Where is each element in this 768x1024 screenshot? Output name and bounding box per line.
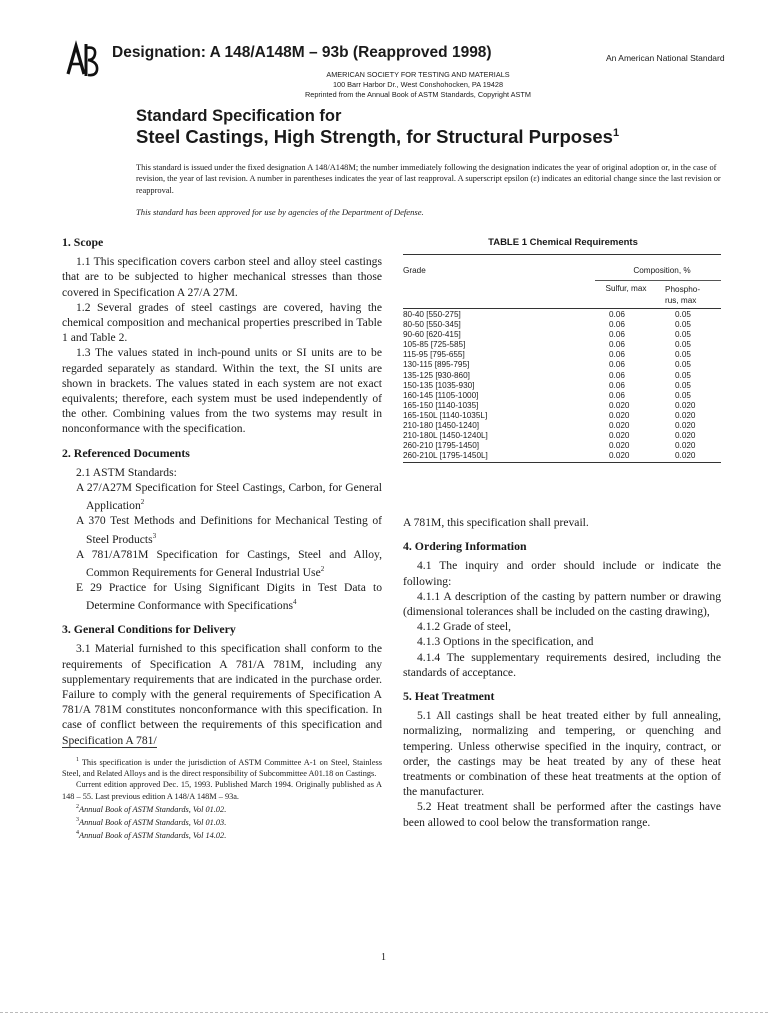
footnotes (62, 755, 382, 841)
paragraph-4-1-3: 4.1.3 Options in the specification, and (417, 635, 594, 649)
table-rule-composition (595, 280, 721, 281)
page-number: 1 (381, 952, 386, 963)
intro-paragraph: This standard is issued under the fixed designation A 148/A148M; the number immediately following the designation indicates the year of original adoption or, in the case of revision, the year of last revision. A number in parentheses indicates the year of last reapproval. A superscript epsilon (ε) indicates an editorial change since the last revision or reapproval. (136, 163, 721, 195)
column-header-phosphorus (665, 284, 721, 306)
section-heading-referenced-documents: 2. Referenced Documents (62, 445, 190, 460)
cell-grade: 80-40 [550-275] (403, 310, 461, 319)
column-header-grade: Grade (403, 266, 426, 275)
reference-a781 (62, 547, 382, 580)
cell-sulfur: 0.06 (609, 360, 625, 370)
column-header-sulfur: Sulfur, max (605, 284, 647, 293)
reference-text: A 27/A27M Specification for Steel Castings, Carbon, for General Application (76, 481, 382, 513)
footnote-text: Annual Book of ASTM Standards, Vol 01.02. (79, 804, 227, 814)
footnote-divider (62, 747, 157, 748)
footnote-4 (62, 828, 382, 841)
paragraph-5-2: 5.2 Heat treatment shall be performed after the castings have been allowed to cool below the transformation range. (403, 800, 721, 829)
section-heading-ordering-information: 4. Ordering Information (403, 539, 527, 554)
cell-grade: 105-85 [725-585] (403, 340, 466, 350)
footnote-mark: 3 (76, 817, 79, 824)
cell-phosphorus: 0.05 (675, 380, 691, 390)
column-header-phosphorus-line: rus, max (665, 296, 697, 305)
footnote-mark: 4 (293, 598, 297, 607)
cell-sulfur: 0.06 (609, 370, 625, 380)
cell-sulfur: 0.020 (609, 410, 630, 420)
table-rule-header (403, 308, 721, 309)
table-row (403, 391, 721, 401)
footnote-text: Annual Book of ASTM Standards, Vol 01.03. (79, 817, 227, 827)
footnote-text: This specification is under the jurisdiction of ASTM Committee A-1 on Steel, Stainless Steel, and Related Alloys and is the direct responsibility of Subcommittee A01.18 on Castings. (62, 757, 382, 779)
cell-grade: 210-180 [1450-1240] (403, 421, 480, 431)
intro-notice (136, 162, 726, 196)
publisher-block (268, 70, 568, 100)
section-heading-heat-treatment: 5. Heat Treatment (403, 689, 495, 704)
table-body (403, 310, 721, 461)
cell-sulfur: 0.020 (609, 400, 630, 410)
cell-phosphorus: 0.020 (675, 400, 696, 410)
paragraph-4-1-1: 4.1.1 A description of the casting by pattern number or drawing (dimensional tolerances shall be included on the casting drawing), (403, 589, 721, 619)
section-heading-general-conditions: 3. General Conditions for Delivery (62, 622, 236, 637)
title-line-2 (136, 126, 619, 148)
cell-grade: 115-95 [795-655] (403, 350, 465, 360)
section-heading-scope: 1. Scope (62, 235, 104, 249)
table-row (403, 371, 721, 381)
table-row (403, 431, 721, 441)
reprint-notice: Reprinted from the Annual Book of ASTM Standards, Copyright ASTM (305, 90, 531, 99)
cell-grade: 165-150 [1140-1035] (403, 400, 479, 410)
table-row (403, 411, 721, 421)
left-column (62, 235, 382, 748)
paragraph-1-1: 1.1 This specification covers carbon steel and alloy steel castings that are to be subjected to higher mechanical stresses than those covered in Specification A 27/A 27M. (62, 255, 382, 299)
continuation-text: A 781M, this specification shall prevail. (403, 516, 589, 529)
dod-approval-note: This standard has been approved for use by agencies of the Department of Defense. (136, 207, 424, 217)
footnote-mark: 2 (140, 498, 145, 507)
footnote-mark: 3 (152, 531, 157, 540)
reference-a370 (62, 513, 382, 546)
table-row (403, 310, 721, 320)
cell-sulfur: 0.06 (609, 310, 625, 319)
paragraph-4-1: 4.1 The inquiry and order should include or indicate the following: (403, 559, 721, 588)
cell-grade: 165-150L [1140-1035L] (403, 410, 488, 420)
footnote-mark: 2 (320, 564, 325, 573)
paragraph-4-1-4: 4.1.4 The supplementary requirements desired, including the standards of acceptance. (403, 650, 721, 679)
cell-phosphorus: 0.020 (675, 410, 696, 420)
table-row (403, 350, 721, 360)
title-text: Steel Castings, High Strength, for Structural Purposes (136, 126, 613, 147)
table-title: TABLE 1 Chemical Requirements (488, 237, 638, 248)
column-header-phosphorus-line: Phospho- (665, 285, 701, 294)
title-footnote-mark: 1 (612, 126, 620, 139)
column-header-composition: Composition, % (633, 266, 691, 275)
cell-grade: 160-145 [1105-1000] (403, 390, 479, 400)
astm-logo-icon (62, 40, 104, 80)
paragraph-3-1: 3.1 Material furnished to this specification shall conform to the requirements of Specification A 781/A 781M, including any supplementary requirements that are indicated in the purchase order. Failure to comply with the general requirements of Specification A 781/A 781M constitutes nonconformance with this specification. In case of conflict between the requirements of this specification and Specification A 781/ (62, 642, 382, 747)
footnote-mark: 1 (76, 757, 79, 763)
cell-phosphorus: 0.05 (675, 350, 691, 360)
cell-phosphorus: 0.020 (675, 441, 696, 451)
cell-sulfur: 0.06 (609, 380, 625, 390)
reference-a27 (62, 480, 382, 513)
cell-grade: 135-125 [930-860] (403, 370, 470, 380)
cell-sulfur: 0.020 (609, 421, 630, 431)
cell-sulfur: 0.020 (609, 431, 630, 441)
table-row (403, 401, 721, 411)
paragraph-1-3: 1.3 The values stated in inch-pound units or SI units are to be regarded separately as standard. Within the text, the SI units are shown in brackets. The values stated in each system are not exact equivalents; therefore, each system must be used independently of the other. Combining values from the two systems may result in nonconformance with the specification. (62, 346, 382, 436)
footnote-2 (62, 802, 382, 815)
cell-grade: 80-50 [550-345] (403, 320, 461, 330)
table-row (403, 421, 721, 431)
paragraph-5-1: 5.1 All castings shall be heat treated either by full annealing, normalizing, normalizing and tempering, or quenching and tempering. Unless otherwise specified in the inquiry, contract, or order, the castings may be heat treated by any of these heat treatments or combination of these heat treatments at the option of the manufacturer. (403, 709, 721, 799)
paragraph-4-1-2: 4.1.2 Grade of steel, (417, 620, 512, 634)
publisher-address: 100 Barr Harbor Dr., West Conshohocken, PA 19428 (332, 80, 504, 89)
table-row (403, 330, 721, 340)
chemical-requirements-table (403, 254, 721, 476)
cell-phosphorus: 0.05 (675, 310, 691, 319)
cell-grade: 150-135 [1035-930] (403, 380, 475, 390)
table-rule-top (403, 254, 721, 255)
footnote-1 (62, 755, 382, 779)
cell-grade: 260-210L [1795-1450L] (403, 451, 488, 461)
paragraph-2-1: 2.1 ASTM Standards: (76, 465, 177, 479)
cell-grade: 210-180L [1450-1240L] (403, 431, 488, 441)
cell-sulfur: 0.020 (609, 451, 630, 461)
right-column (403, 515, 721, 830)
astm-logo (62, 40, 104, 80)
american-national-standard: An American National Standard (606, 53, 725, 63)
table-row (403, 451, 721, 461)
cell-sulfur: 0.06 (609, 350, 625, 360)
table-row (403, 441, 721, 451)
cell-phosphorus: 0.05 (675, 340, 691, 350)
cell-phosphorus: 0.05 (675, 330, 691, 340)
title-line-1: Standard Specification for (136, 107, 342, 125)
scan-edge (0, 1012, 768, 1013)
reference-text: A 781/A781M Specification for Castings, Steel and Alloy, Common Requirements for General Industrial Use (76, 547, 382, 579)
reference-text: A 370 Test Methods and Definitions for Mechanical Testing of Steel Products (76, 514, 382, 546)
designation: Designation: A 148/A148M – 93b (Reapproved 1998) (112, 44, 492, 61)
cell-grade: 260-210 [1795-1450] (403, 441, 480, 451)
reference-e29 (62, 580, 382, 613)
cell-grade: 90-60 [620-415] (403, 330, 461, 340)
footnote-text: Annual Book of ASTM Standards, Vol 14.02. (79, 830, 227, 840)
cell-grade: 130-115 [895-795] (403, 360, 470, 370)
paragraph-1-2: 1.2 Several grades of steel castings are covered, having the chemical composition and mechanical properties prescribed in Table 1 and Table 2. (62, 300, 382, 345)
cell-sulfur: 0.06 (609, 330, 625, 340)
table-row (403, 381, 721, 391)
footnote-3 (62, 815, 382, 828)
cell-phosphorus: 0.05 (675, 370, 691, 380)
table-rule-bottom (403, 462, 721, 463)
cell-phosphorus: 0.020 (675, 451, 696, 461)
cell-phosphorus: 0.020 (675, 431, 696, 441)
table-row (403, 340, 721, 350)
cell-sulfur: 0.020 (609, 441, 630, 451)
footnote-mark: 2 (76, 803, 79, 810)
cell-phosphorus: 0.05 (675, 320, 691, 330)
cell-phosphorus: 0.05 (675, 390, 691, 400)
cell-phosphorus: 0.020 (675, 421, 696, 431)
cell-sulfur: 0.06 (609, 320, 625, 330)
table-row (403, 360, 721, 370)
cell-sulfur: 0.06 (609, 340, 625, 350)
cell-phosphorus: 0.05 (675, 360, 691, 370)
table-row (403, 320, 721, 330)
footnote-mark: 4 (76, 830, 79, 837)
publisher-line: AMERICAN SOCIETY FOR TESTING AND MATERIALS (326, 70, 510, 79)
cell-sulfur: 0.06 (609, 390, 625, 400)
reference-text: E 29 Practice for Using Significant Digits in Test Data to Determine Conformance with Specifications (76, 580, 382, 612)
footnote-1-edition: Current edition approved Dec. 15, 1993. Published March 1994. Originally published as A 148 – 55. Last previous edition A 148/A 148M – 93a. (62, 780, 382, 801)
